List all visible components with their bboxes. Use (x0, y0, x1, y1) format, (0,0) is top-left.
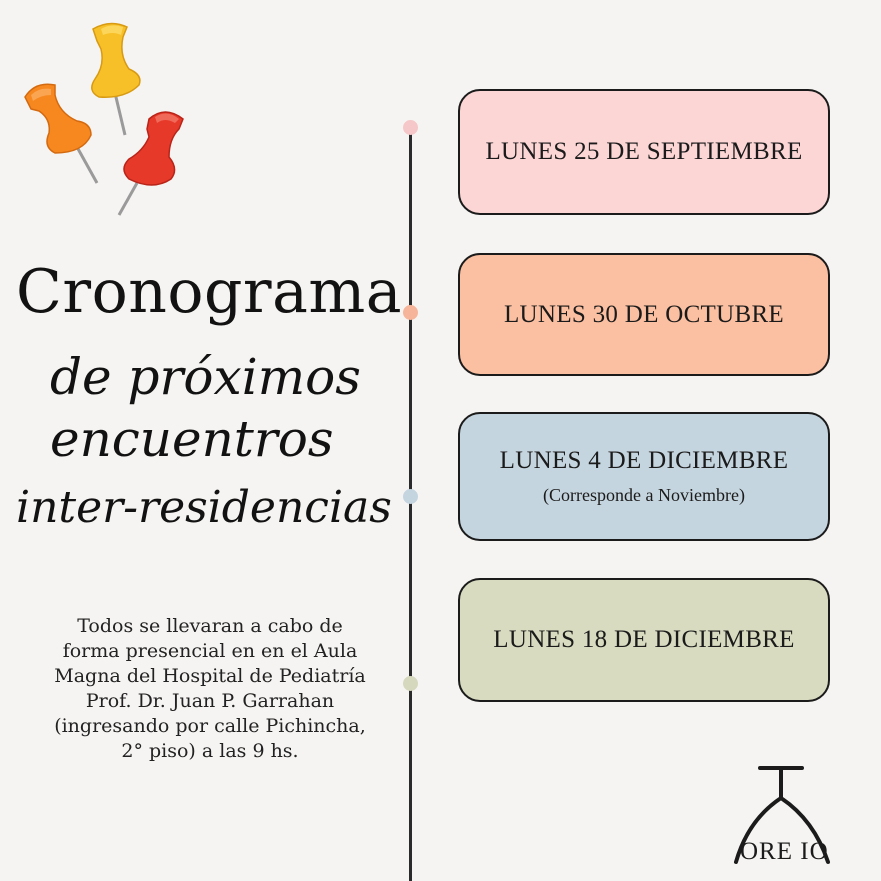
logo-text: ORE IO (740, 838, 829, 865)
timeline-dot (403, 120, 418, 135)
date-card (458, 89, 830, 215)
description-line: 2° piso) a las 9 hs. (121, 740, 299, 762)
yellow-pushpin-icon (92, 23, 140, 135)
description-line: Magna del Hospital de Pediatría (54, 665, 366, 687)
pushpins-icon (15, 15, 200, 220)
date-card (458, 578, 830, 702)
page-title-line-3: encuentros (50, 410, 334, 468)
timeline-dot (403, 305, 418, 320)
date-label: LUNES 4 DE DICIEMBRE (499, 447, 789, 474)
page-title-line-4: inter-residencias (16, 482, 392, 533)
page-title-line-2: de próximos (50, 348, 361, 406)
page-title-line-1: Cronograma (16, 257, 403, 327)
timeline-dot (403, 676, 418, 691)
date-label: LUNES 30 DE OCTUBRE (503, 300, 784, 328)
description-line: Prof. Dr. Juan P. Garrahan (85, 690, 335, 712)
date-card (458, 253, 830, 376)
description-line: Todos se llevaran a cabo de (77, 615, 343, 637)
date-card (458, 412, 830, 541)
timeline-line (409, 128, 412, 881)
date-label: LUNES 25 DE SEPTIEMBRE (485, 138, 803, 165)
description-line: forma presencial en en el Aula (62, 640, 358, 662)
event-description (20, 614, 400, 764)
orange-pushpin-icon (25, 84, 97, 183)
red-pushpin-icon (119, 112, 183, 215)
timeline-dot (403, 489, 418, 504)
date-label: LUNES 18 DE DICIEMBRE (493, 626, 795, 653)
description-line: (ingresando por calle Pichincha, (54, 715, 366, 737)
date-note: (Corresponde a Noviembre) (543, 485, 745, 505)
